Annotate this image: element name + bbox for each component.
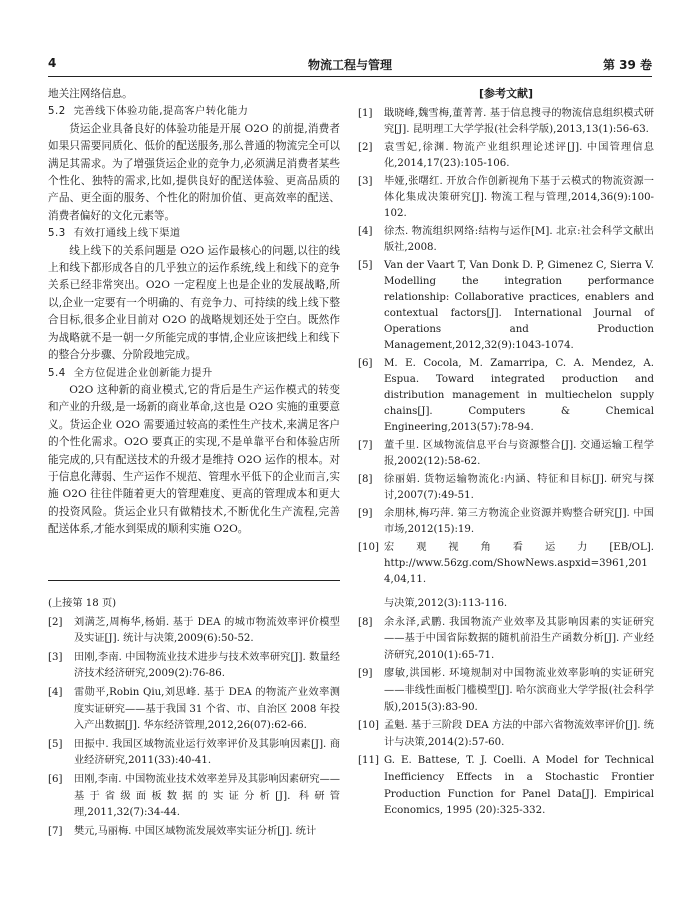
reference-text: 宏观视角看运力[EB/OL]. http://www.56zg.com/ShowNews.aspxid=3961,2014,04,11.: [384, 542, 654, 585]
reference-text: Van der Vaart T, Van Donk D. P, Gimenez C, Sierra V. Modelling the integration performance relationship: Collaborative practices, enablers and contextual factors[J]. International Journal of Operations and Production Management,2012,32(9):1043-1074.: [384, 260, 654, 351]
reference-number: [9]: [358, 668, 373, 680]
reference-number: [10]: [358, 542, 379, 553]
reference-number: [5]: [48, 738, 63, 750]
paragraph: 货运企业具备良好的体验功能是开展 O2O 的前提,消费者如果只需要同质化、低价的配送服务,那么普通的物流完全可以满足其需求。为了增强货运企业的竞争力,必须满足消费者某些个性化、独特的需求,比如,提供良好的配送体验、更高品质的产品、更全面的服务、个性化的附加价值、更高效率的配送、消费者偏好的文化元素等。: [48, 122, 340, 222]
reference-text: 廖敏,洪国彬. 环境规制对中国物流业效率影响的实证研究——非线性面板门槛模型[J]. 哈尔滨商业大学学报(社会科学版),2015(3):83-90.: [384, 668, 654, 713]
reference-number: [7]: [358, 440, 373, 451]
reference-item: [358, 438, 654, 470]
section-heading-5-4: [48, 365, 340, 382]
reference-number: [1]: [358, 108, 373, 119]
reference-text: 余永泽,武鹏. 我国物流产业效率及其影响因素的实证研究——基于中国省际数据的随机前沿生产函数分析[J]. 产业经济研究,2010(1):65-71.: [384, 616, 654, 661]
reference-item: [358, 140, 654, 172]
reference-text: 田振中. 我国区域物流业运行效率评价及其影响因素[J]. 商业经济研究,2011(33):40-41.: [74, 738, 340, 767]
reference-item: [48, 772, 340, 822]
reference-number: [3]: [48, 651, 63, 663]
reference-item: [48, 737, 340, 770]
reference-item: [358, 540, 654, 588]
reference-number: [6]: [358, 358, 373, 369]
reference-text: 徐杰. 物流组织网络:结构与运作[M]. 北京:社会科学文献出版社,2008.: [384, 226, 654, 253]
reference-item: [358, 615, 654, 665]
section-heading-5-2: [48, 103, 340, 120]
references-title: [参考文献]: [478, 87, 534, 100]
reference-number: [10]: [358, 720, 379, 732]
paragraph: O2O 这种新的商业模式,它的背后是生产运作模式的转变和产业的升级,是一场新的商业革命,这也是 O2O 实施的重要意义。货运企业 O2O 需要通过较高的柔性生产技术,来满足客户的个性化需求。O2O 要真正的实现,不是单靠平台和体验店所能完成的,只有配送技术的升级才是维持 O2O 运作的根本。对于信息化薄弱、生产运作不规范、管理水平低下的企业而言,实施 O2O 往往伴随着更大的管理难度、更高的管理成本和更大的投资风险。货运企业只有做精技术,不断优化生产流程,完善配送体系,才能水到渠成的顺利实施 O2O。: [48, 383, 340, 536]
reference-text: 与决策,2012(3):113-116.: [384, 598, 508, 609]
reference-text: 田刚,李南. 中国物流业技术效率差异及其影响因素研究——基于省级面板数据的实证分析[J]. 科研管理,2011,32(7):34-44.: [74, 773, 340, 819]
reference-text: 雷勋平,Robin Qiu,刘思峰. 基于 DEA 的物流产业效率测度实证研究——基于我国 31 个省、市、自治区 2008 年投入产出数据[J]. 华东经济管理,2012,26(07):62-66.: [74, 686, 340, 732]
section-number: 5.3: [48, 228, 66, 240]
section-title: 全方位促进企业创新能力提升: [73, 367, 213, 379]
reference-text: 余朋林,梅巧萍. 第三方物流企业资源并购整合研究[J]. 中国市场,2012(15):19.: [384, 508, 654, 535]
reference-item: [48, 824, 340, 841]
reference-text: 樊元,马丽梅. 中国区域物流发展效率实证分析[J]. 统计: [74, 825, 317, 837]
reference-text: 毕娅,张曙红. 开放合作创新视角下基于云模式的物流资源一体化集成决策研究[J]. 物流工程与管理,2014,36(9):100-102.: [384, 176, 654, 219]
reference-item: [48, 685, 340, 735]
reference-number: [4]: [48, 686, 63, 698]
page-number: 4: [48, 56, 57, 70]
section-divider: [48, 580, 340, 581]
references-column: [358, 86, 654, 590]
reference-text: 田刚,李南. 中国物流业技术进步与技术效率研究[J]. 数量经济技术经济研究,2009(2):76-86.: [74, 651, 340, 680]
reference-item: [358, 106, 654, 138]
reference-text: 袁雪妃,徐渊. 物流产业组织理论述评[J]. 中国管理信息化,2014,17(23):105-106.: [384, 142, 654, 169]
intro-line: 地关注网络信息。: [48, 88, 133, 100]
reference-item: [358, 666, 654, 716]
section-number: 5.4: [48, 367, 66, 379]
reference-item: [358, 174, 654, 222]
reference-number: [2]: [358, 142, 373, 153]
reference-item: [48, 615, 340, 648]
reference-text: 孟魁. 基于三阶段 DEA 方法的中部六省物流效率评价[J]. 统计与决策,2014(2):57-60.: [384, 720, 654, 748]
reference-item: [48, 650, 340, 683]
continued-references-left: [48, 596, 340, 842]
reference-item: [358, 753, 654, 819]
reference-number: [2]: [48, 616, 63, 628]
section-title: 有效打通线上线下渠道: [73, 228, 181, 240]
reference-text: 徐丽娟. 货物运输物流化:内涵、特征和目标[J]. 研究与探讨,2007(7):49-51.: [384, 474, 654, 501]
reference-text: M. E. Cocola, M. Zamarripa, C. A. Mendez, A. Espua. Toward integrated production and distribution management in multiechelon supply chains[J]. Computers & Chemical Engineering,2013(57):78-94.: [384, 358, 654, 433]
reference-item: [358, 506, 654, 538]
reference-item: [358, 258, 654, 354]
reference-text: G. E. Battese, T. J. Coelli. A Model for Technical Inefficiency Effects in a Stochastic Frontier Production Function for Panel Data[J]. Empirical Economics, 1995 (20):325-332.: [384, 755, 654, 817]
body-left-column: [48, 86, 340, 539]
reference-item: [358, 472, 654, 504]
reference-number: [8]: [358, 616, 373, 628]
section-number: 5.2: [48, 106, 66, 118]
reference-text: 刘满芝,周梅华,杨娟. 基于 DEA 的城市物流效率评价模型及实证[J]. 统计与决策,2009(6):50-52.: [74, 616, 340, 645]
paragraph: 线上线下的关系问题是 O2O 运作最核心的问题,以往的线上和线下都形成各自的几乎独立的运作系统,线上和线下的竞争关系已经非常突出。O2O 一定程度上也是企业的发展战略,所以,企业一定要有一个明确的、有竞争力、可持续的线上线下整合目标,很多企业目前对 O2O 的战略规划还处于空白。既然作为战略就不是一朝一夕所能完成的事情,企业应该把线上和线下的整合分步骤、分阶段地完成。: [48, 244, 340, 362]
reference-number: [3]: [358, 176, 373, 187]
reference-item: [358, 596, 654, 613]
reference-number: [8]: [358, 474, 373, 485]
running-header: [48, 54, 652, 77]
volume-label: 第 39 卷: [602, 58, 652, 72]
section-title: 完善线下体验功能,提高客户转化能力: [73, 106, 249, 118]
reference-item: [358, 224, 654, 256]
reference-number: [11]: [358, 755, 379, 767]
reference-number: [6]: [48, 773, 63, 785]
journal-title: 物流工程与管理: [307, 58, 392, 72]
reference-number: [7]: [48, 825, 63, 837]
section-heading-5-3: [48, 225, 340, 242]
reference-number: [4]: [358, 226, 373, 237]
reference-item: [358, 718, 654, 751]
continued-note: (上接第 18 页): [48, 598, 117, 609]
reference-number: [9]: [358, 508, 373, 519]
continued-references-right: [358, 596, 654, 822]
reference-number: [5]: [358, 260, 373, 271]
reference-text: 戢晓峰,魏雪梅,董菁菁. 基于信息搜寻的物流信息组织模式研究[J]. 昆明理工大学学报(社会科学版),2013,13(1):56-63.: [384, 108, 654, 135]
reference-item: [358, 356, 654, 436]
reference-text: 董千里. 区域物流信息平台与资源整合[J]. 交通运输工程学报,2002(12):58-62.: [384, 440, 654, 467]
